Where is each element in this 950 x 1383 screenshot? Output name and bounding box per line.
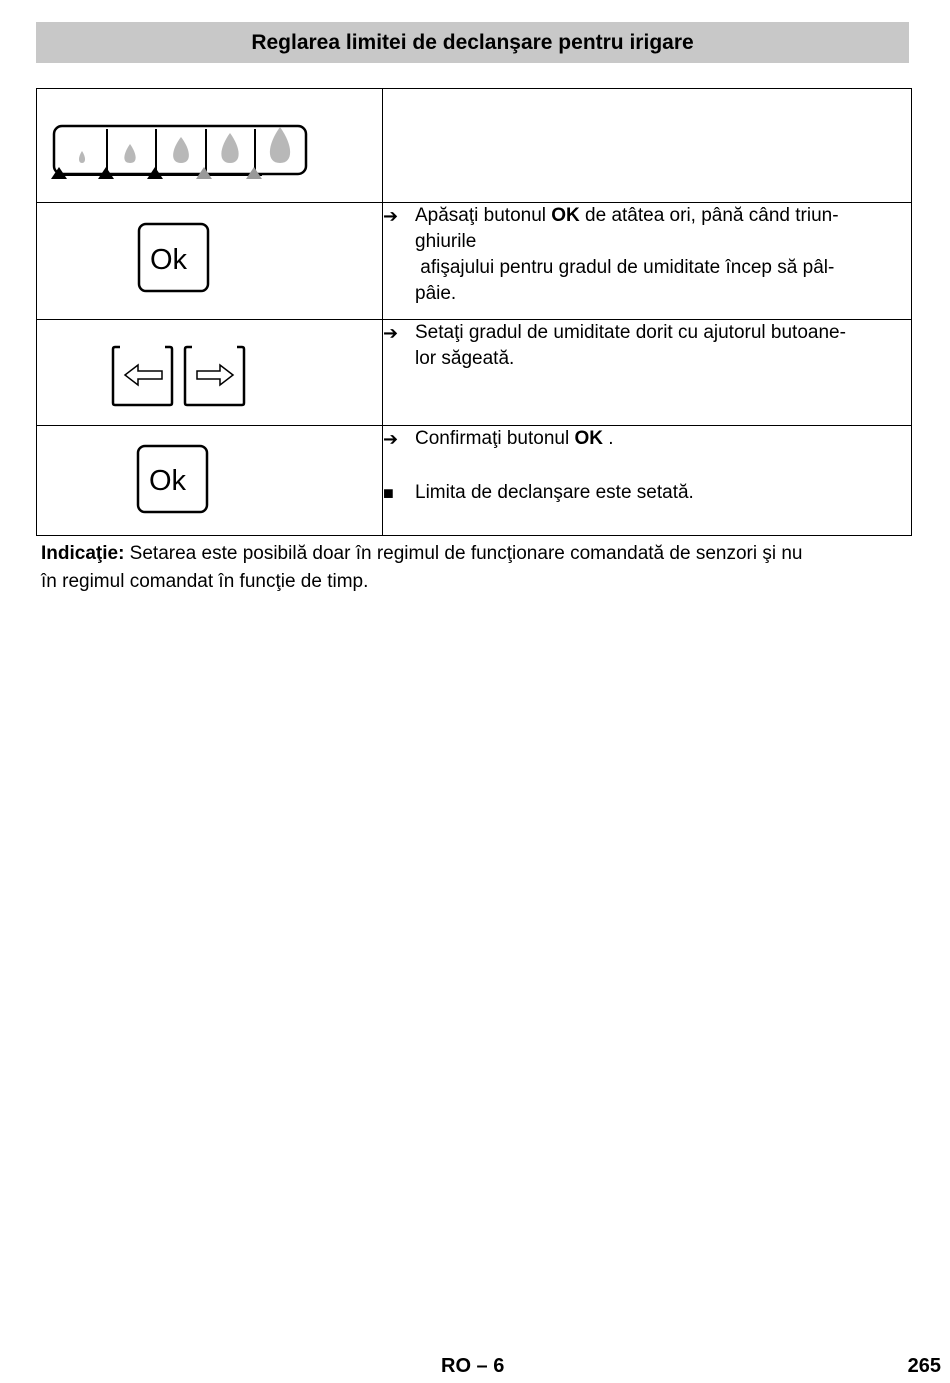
drop-icon [124,144,135,163]
ok-button-icon [37,203,382,320]
table-row [37,320,912,426]
icon-cell [37,320,383,426]
arrow-bullet-icon: ➔ [383,323,399,343]
note-text-continued: în regimul comandat în funcţie de timp. [41,571,369,592]
note-text: Setarea este posibilă doar în regimul de funcţionare comandată de senzori şi nu [124,543,803,564]
ok-button-icon [37,426,382,536]
step-line: lor săgeată. [415,348,515,369]
step-line: Confirmaţi butonul OK . [415,428,614,449]
table-row [37,203,912,320]
footer-section: RO – 6 [441,1355,505,1377]
instruction-step [383,480,911,506]
text-cell [383,426,912,536]
drop-icon [221,133,238,163]
icon-cell [37,426,383,536]
icon-cell [37,203,383,320]
step-line: Apăsaţi butonul OK de atâtea ori, până când triun- [415,205,839,226]
square-bullet-icon: ■ [383,483,394,503]
step-line: afişajului pentru gradul de umiditate încep să pâl- [415,257,835,278]
drop-icon [79,151,85,163]
table-row [37,426,912,536]
right-arrow-icon [197,365,233,385]
ok-button-label: Ok [149,465,187,497]
step-line: ghiurile [415,231,477,252]
ok-button-label: Ok [150,244,188,276]
step-line: Limita de declanşare este setată. [415,482,694,503]
arrow-buttons-icon [37,320,382,426]
moisture-level-display-icon [37,89,382,203]
text-cell [383,203,912,320]
arrow-bullet-icon: ➔ [383,206,399,226]
page-title-text: Reglarea limitei de declanşare pentru irigare [251,30,694,54]
page-title [36,22,909,63]
arrow-bullet-icon: ➔ [383,429,399,449]
note-label: Indicaţie: [41,543,125,564]
step-line: Setaţi gradul de umiditate dorit cu ajutorul butoane- [415,322,846,343]
instruction-step [383,320,911,372]
instruction-step [383,203,911,307]
instruction-table [36,88,912,536]
icon-cell [37,89,383,203]
drop-icon [173,137,189,163]
step-line: pâie. [415,283,457,304]
instruction-step [383,426,911,452]
left-arrow-icon [125,365,162,385]
text-cell [383,89,912,203]
table-row [37,89,912,203]
text-cell [383,320,912,426]
page-number: 265 [907,1355,941,1377]
note [41,540,913,596]
drop-icon [270,127,290,163]
